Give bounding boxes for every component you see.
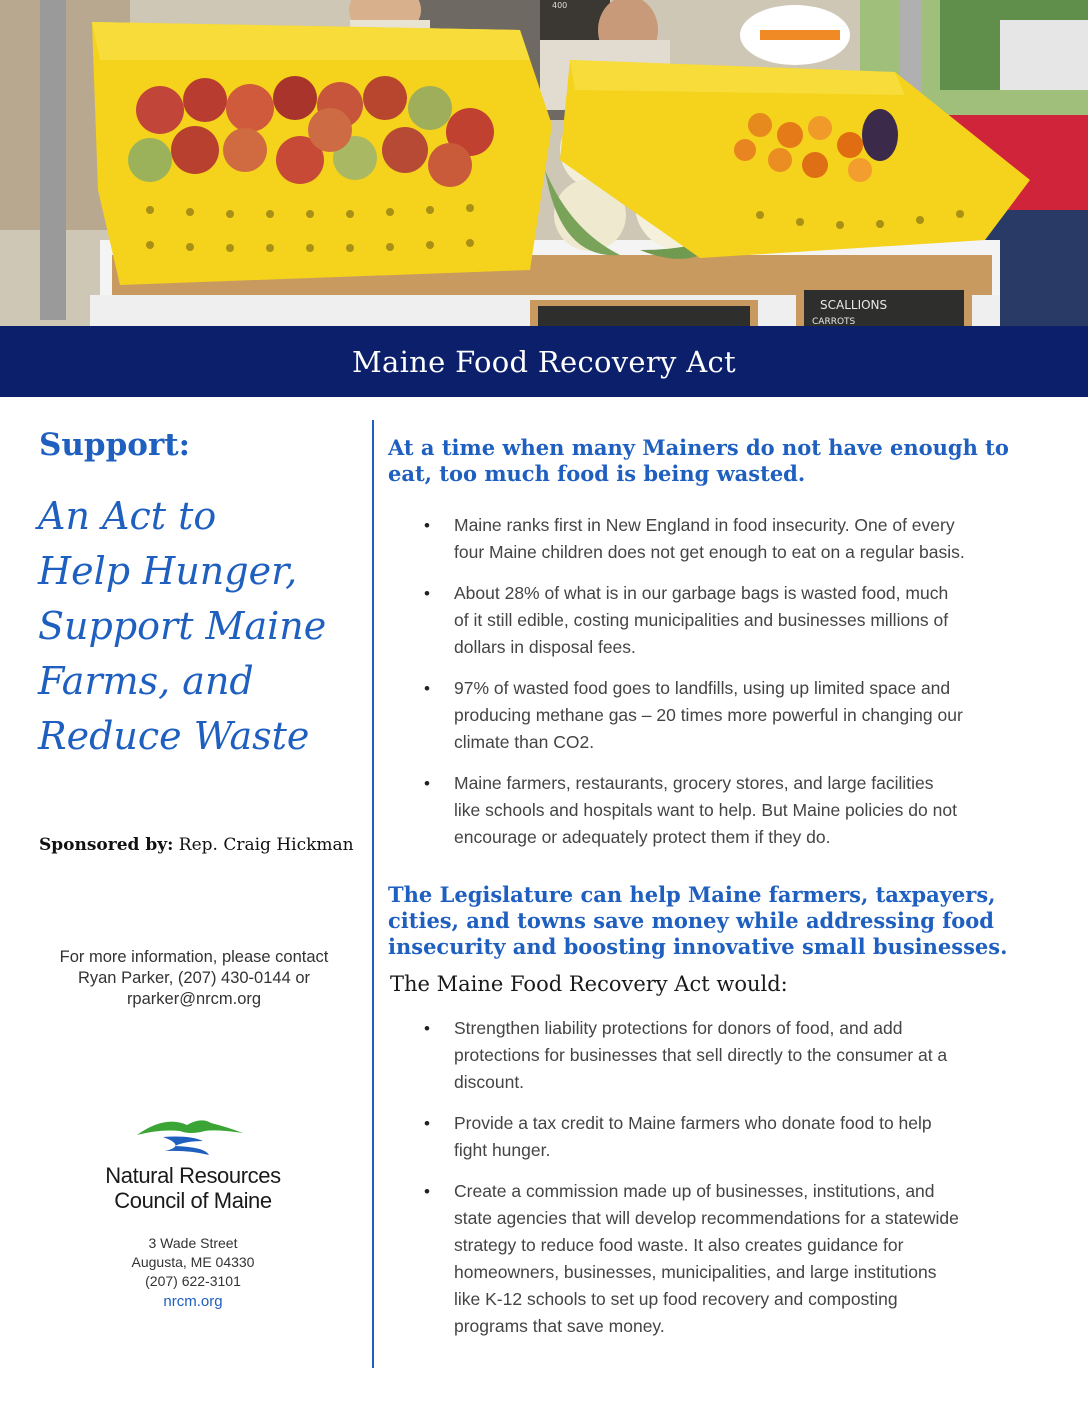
left-column — [0, 397, 372, 1408]
list-item: • Provide a tax credit to Maine farmers who donate food to help fight hunger. — [424, 1110, 1064, 1164]
address-line: Augusta, ME 04330 — [131, 1254, 255, 1270]
contact-line: For more information, please contact — [59, 948, 329, 966]
sponsor-name: Rep. Craig Hickman — [178, 835, 354, 855]
org-name-line: Natural Resources — [105, 1163, 281, 1188]
contact-info — [18, 947, 370, 1010]
list-item: • Create a commission made up of businesses, institutions, and state agencies that will develop recommendations for a statewide strategy to reduce food waste. It also creates guidance for homeowners, businesses, municipalities, and large institutions like K-12 schools to set up food recovery and composting programs that save money. — [424, 1178, 1064, 1340]
lead-line: cities, and towns save money while addressing food — [388, 908, 994, 933]
org-name — [93, 1163, 293, 1213]
bullet-icon: • — [424, 679, 430, 698]
column-divider — [372, 420, 374, 1368]
bullet-icon: • — [424, 1019, 430, 1038]
sign-scallions: SCALLIONS — [820, 298, 888, 312]
sponsor-label: Sponsored by: — [39, 835, 174, 855]
farm-stand-illustration — [0, 0, 1088, 326]
org-address — [93, 1234, 293, 1311]
act-title-line: Support Maine — [38, 604, 327, 648]
hero-photo-farm-stand — [0, 0, 1088, 326]
building-number: 400 — [552, 1, 568, 10]
contact-line: Ryan Parker, (207) 430-0144 or — [77, 969, 311, 987]
lead-line: eat, too much food is being wasted. — [388, 461, 806, 486]
lead-line: At a time when many Mainers do not have enough to — [388, 435, 1009, 460]
bullet-icon: • — [424, 516, 430, 535]
bullet-icon: • — [424, 1114, 430, 1133]
org-name-line: Council of Maine — [114, 1188, 272, 1213]
address-phone: (207) 622-3101 — [145, 1273, 241, 1289]
bullet-icon: • — [424, 774, 430, 793]
bullet-icon: • — [424, 584, 430, 603]
act-title-line: Help Hunger, — [38, 549, 298, 593]
contact-email[interactable]: rparker@nrcm.org — [126, 990, 262, 1008]
list-item: • Maine farmers, restaurants, grocery stores, and large facilities like schools and hospitals want to help. But Maine policies do not encourage or adequately protect them if they do. — [424, 770, 1064, 851]
act-title-line: An Act to — [38, 494, 217, 538]
mountain-river-logo-icon — [135, 1113, 245, 1159]
support-heading: Support: — [39, 427, 191, 463]
act-title — [38, 489, 368, 764]
nrcm-logo — [93, 1113, 293, 1213]
list-item: • About 28% of what is in our garbage bags is wasted food, much of it still edible, costing municipalities and businesses millions of dollars in disposal fees. — [424, 580, 1064, 661]
lead-line: insecurity and boosting innovative small businesses. — [388, 934, 1008, 959]
act-title-line: Reduce Waste — [38, 714, 310, 758]
list-item: • Maine ranks first in New England in food insecurity. One of every four Maine children does not get enough to eat on a regular basis. — [424, 512, 1064, 566]
act-would-heading: The Maine Food Recovery Act would: — [390, 972, 788, 996]
list-item: • Strengthen liability protections for donors of food, and add protections for businesses that sell directly to the consumer at a discount. — [424, 1015, 1064, 1096]
problem-list — [424, 512, 1064, 865]
lead-statement — [388, 435, 1060, 487]
website-link[interactable]: nrcm.org — [163, 1293, 223, 1310]
title-band — [0, 326, 1088, 397]
title-band-text: Maine Food Recovery Act — [352, 344, 736, 379]
provisions-list — [424, 1015, 1064, 1354]
legislature-statement — [388, 882, 1060, 960]
lead-line: The Legislature can help Maine farmers, taxpayers, — [388, 882, 996, 907]
address-line: 3 Wade Street — [148, 1235, 238, 1251]
list-item: • 97% of wasted food goes to landfills, using up limited space and producing methane gas – 20 times more powerful in changing our climate than CO2. — [424, 675, 1064, 756]
sign-carrots: CARROTS — [812, 317, 856, 326]
act-title-line: Farms, and — [38, 659, 254, 703]
sponsor-line — [39, 835, 354, 855]
bullet-icon: • — [424, 1182, 430, 1201]
